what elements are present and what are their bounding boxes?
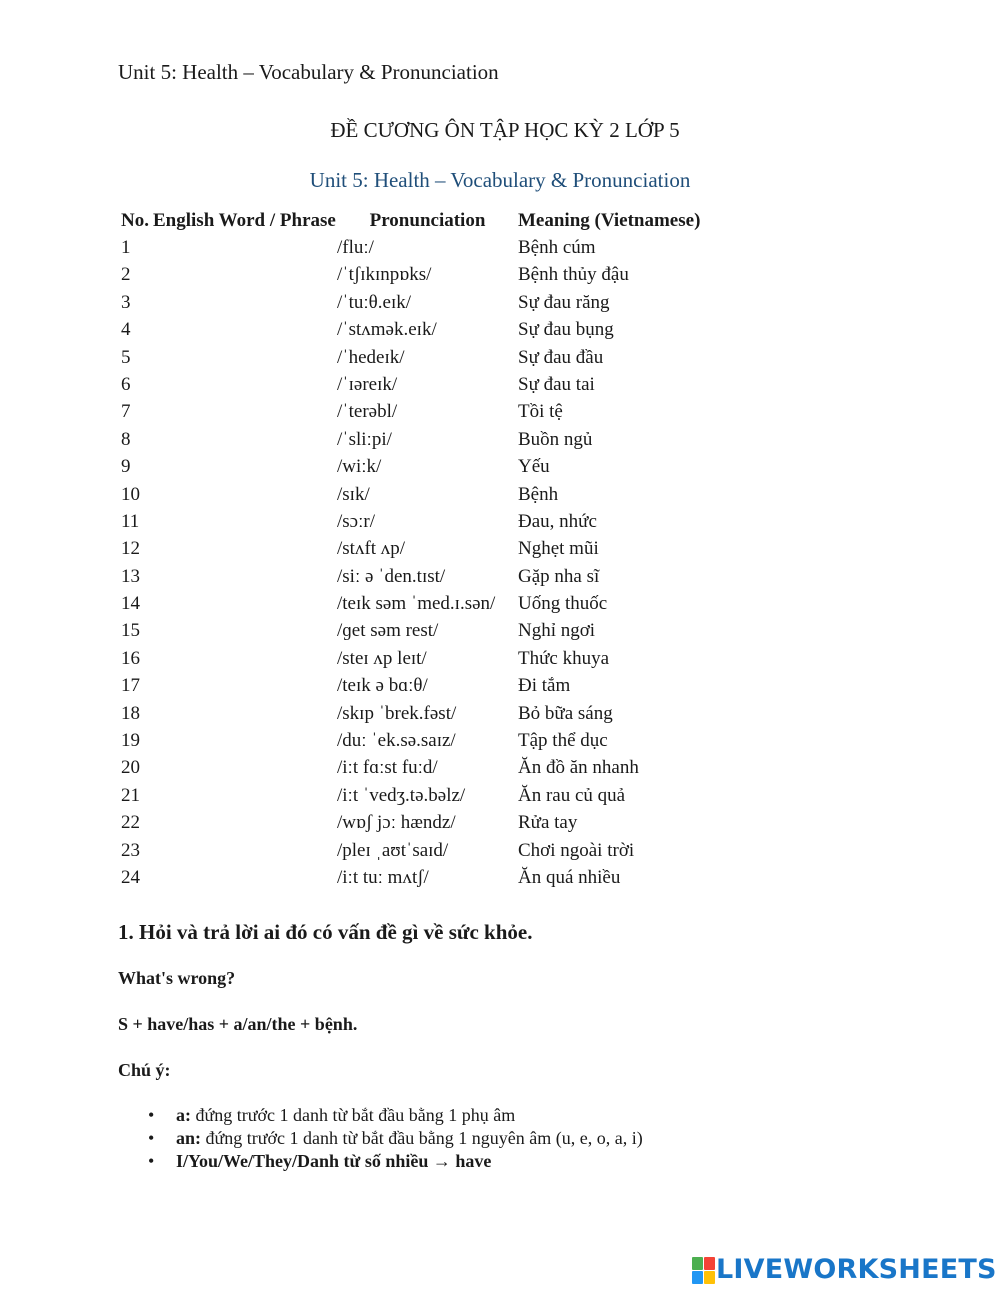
row-meaning: Nghỉ ngơi — [518, 620, 596, 642]
table-row — [121, 757, 700, 784]
note-text: đứng trước 1 danh từ bắt đầu bằng 1 phụ âm — [191, 1105, 516, 1125]
row-english-word — [153, 703, 337, 730]
row-pronunciation: /ˈterəbl/ — [337, 401, 398, 423]
row-number: 10 — [121, 483, 140, 505]
row-english-word — [153, 401, 337, 428]
row-number: 18 — [121, 702, 140, 724]
row-number: 15 — [121, 620, 140, 642]
header-english-word: English Word / Phrase — [153, 210, 336, 231]
row-meaning: Nghẹt mũi — [518, 538, 599, 560]
table-row — [121, 511, 700, 538]
row-english-word — [153, 429, 337, 456]
row-meaning: Ăn rau củ quả — [518, 784, 626, 806]
row-meaning: Ăn quá nhiều — [518, 866, 621, 888]
table-row — [121, 237, 700, 264]
row-english-word — [153, 785, 337, 812]
table-row — [121, 566, 700, 593]
row-pronunciation: /siː ə ˈden.tɪst/ — [337, 565, 446, 587]
note-term: I/You/We/They/Danh từ số nhiều → have — [176, 1151, 492, 1171]
table-row — [121, 374, 700, 401]
table-header-row — [121, 210, 700, 237]
table-row — [121, 264, 700, 291]
row-english-word — [153, 511, 337, 538]
list-item — [148, 1127, 643, 1150]
note-term: an: — [176, 1128, 202, 1148]
logo-square — [692, 1271, 703, 1284]
logo-square — [692, 1257, 703, 1270]
row-meaning: Ăn đồ ăn nhanh — [518, 757, 639, 779]
running-head: Unit 5: Health – Vocabulary & Pronunciation — [118, 60, 499, 84]
header-no: No. — [121, 210, 149, 231]
row-pronunciation: /iːt tuː mʌtʃ/ — [337, 866, 429, 888]
row-number: 20 — [121, 757, 140, 779]
row-pronunciation: /stʌft ʌp/ — [337, 538, 406, 560]
row-number: 22 — [121, 812, 140, 834]
row-number: 1 — [121, 237, 131, 258]
page-title: ĐỀ CƯƠNG ÔN TẬP HỌC KỲ 2 LỚP 5 — [330, 118, 680, 142]
row-english-word — [153, 593, 337, 620]
table-row — [121, 812, 700, 839]
table-row — [121, 593, 700, 620]
row-pronunciation: /wɒʃ jɔː hændz/ — [337, 812, 456, 834]
note-term: a: — [176, 1105, 191, 1125]
row-english-word — [153, 319, 337, 346]
table-row — [121, 347, 700, 374]
vocabulary-table — [121, 210, 700, 894]
row-english-word — [153, 675, 337, 702]
row-number: 21 — [121, 784, 140, 806]
row-number: 17 — [121, 675, 140, 697]
logo-square — [704, 1271, 715, 1284]
row-number: 4 — [121, 319, 131, 341]
table-row — [121, 867, 700, 894]
table-row — [121, 730, 700, 757]
row-meaning: Đau, nhức — [518, 510, 597, 532]
row-english-word — [153, 840, 337, 867]
row-pronunciation: /iːt ˈvedʒ.tə.bəlz/ — [337, 784, 466, 806]
table-row — [121, 292, 700, 319]
row-pronunciation: /ˈɪəreɪk/ — [337, 373, 398, 395]
row-pronunciation: /sɔːr/ — [337, 510, 375, 532]
note-text: đứng trước 1 danh từ bắt đầu bằng 1 nguyên âm (u, e, o, a, i) — [201, 1128, 643, 1148]
row-english-word — [153, 264, 337, 291]
row-number: 12 — [121, 538, 140, 560]
row-meaning: Bỏ bữa sáng — [518, 702, 613, 724]
header-meaning: Meaning (Vietnamese) — [518, 210, 701, 231]
row-english-word — [153, 456, 337, 483]
row-english-word — [153, 292, 337, 319]
row-meaning: Sự đau tai — [518, 373, 595, 395]
page-subtitle: Unit 5: Health – Vocabulary & Pronunciation — [309, 168, 691, 192]
row-pronunciation: /iːt fɑːst fuːd/ — [337, 757, 438, 779]
row-english-word — [153, 347, 337, 374]
row-english-word — [153, 648, 337, 675]
table-row — [121, 840, 700, 867]
row-pronunciation: /ˈhedeɪk/ — [337, 346, 405, 368]
row-english-word — [153, 757, 337, 784]
row-meaning: Sự đau bụng — [518, 319, 614, 341]
row-meaning: Bệnh thủy đậu — [518, 264, 629, 286]
row-pronunciation: /teɪk ə bɑːθ/ — [337, 675, 428, 697]
header-pronunciation: Pronunciation — [369, 210, 486, 231]
table-row — [121, 429, 700, 456]
section-heading: 1. Hỏi và trả lời ai đó có vấn đề gì về sức khỏe. — [118, 920, 533, 944]
row-meaning: Bệnh cúm — [518, 237, 596, 258]
row-meaning: Thức khuya — [518, 647, 610, 669]
row-number: 13 — [121, 565, 140, 587]
brand-name: LIVEWORKSHEETS — [716, 1254, 997, 1285]
row-pronunciation: /ˈtʃɪkɪnpɒks/ — [337, 264, 432, 286]
table-row — [121, 648, 700, 675]
row-number: 6 — [121, 373, 131, 395]
logo-square — [704, 1257, 715, 1270]
row-pronunciation: /ˈsliːpi/ — [337, 428, 392, 450]
row-pronunciation: /wiːk/ — [337, 456, 382, 478]
row-number: 5 — [121, 346, 131, 368]
table-row — [121, 703, 700, 730]
row-meaning: Bệnh — [518, 483, 559, 505]
row-english-word — [153, 374, 337, 401]
row-meaning: Tồi tệ — [518, 401, 563, 423]
row-pronunciation: /ɡet səm rest/ — [337, 620, 439, 642]
row-english-word — [153, 730, 337, 757]
row-pronunciation: /pleɪ ˌaʊtˈsaɪd/ — [337, 839, 449, 861]
row-english-word — [153, 237, 337, 264]
vocabulary-table-body — [121, 237, 700, 894]
question-text: What's wrong? — [118, 968, 236, 988]
row-meaning: Tập thể dục — [518, 730, 608, 752]
liveworksheets-logo-icon — [692, 1257, 714, 1283]
notes-list — [148, 1104, 643, 1173]
row-pronunciation: /duː ˈek.sə.saɪz/ — [337, 730, 456, 752]
row-meaning: Uống thuốc — [518, 593, 608, 615]
row-meaning: Sự đau đầu — [518, 346, 604, 368]
table-row — [121, 484, 700, 511]
table-row — [121, 538, 700, 565]
list-item — [148, 1104, 643, 1127]
row-english-word — [153, 538, 337, 565]
note-label: Chú ý: — [118, 1060, 171, 1080]
table-row — [121, 620, 700, 647]
row-meaning: Đi tắm — [518, 675, 571, 697]
row-pronunciation: /teɪk səm ˈmed.ɪ.sən/ — [337, 593, 496, 615]
row-meaning: Buồn ngủ — [518, 428, 593, 450]
row-number: 9 — [121, 456, 131, 478]
table-row — [121, 675, 700, 702]
row-number: 24 — [121, 866, 140, 888]
table-row — [121, 785, 700, 812]
row-english-word — [153, 484, 337, 511]
row-english-word — [153, 620, 337, 647]
row-pronunciation: /skɪp ˈbrek.fəst/ — [337, 702, 457, 724]
row-meaning: Rửa tay — [518, 812, 578, 834]
row-english-word — [153, 566, 337, 593]
row-number: 7 — [121, 401, 131, 423]
table-row — [121, 319, 700, 346]
row-number: 11 — [121, 510, 140, 532]
row-number: 16 — [121, 647, 140, 669]
row-number: 3 — [121, 291, 131, 313]
row-pronunciation: /fluː/ — [337, 237, 374, 258]
row-meaning: Gặp nha sĩ — [518, 565, 600, 587]
row-number: 8 — [121, 428, 131, 450]
table-row — [121, 401, 700, 428]
row-english-word — [153, 812, 337, 839]
row-pronunciation: /ˈstʌmək.eɪk/ — [337, 319, 437, 341]
row-number: 14 — [121, 593, 140, 615]
grammar-formula: S + have/has + a/an/the + bệnh. — [118, 1014, 358, 1034]
list-item — [148, 1150, 643, 1173]
row-pronunciation: /sɪk/ — [337, 483, 370, 505]
table-row — [121, 456, 700, 483]
liveworksheets-brand[interactable] — [692, 1254, 997, 1285]
row-meaning: Yếu — [518, 456, 550, 478]
row-english-word — [153, 867, 337, 894]
row-pronunciation: /steɪ ʌp leɪt/ — [337, 647, 427, 669]
row-number: 2 — [121, 264, 131, 286]
row-meaning: Sự đau răng — [518, 291, 610, 313]
row-meaning: Chơi ngoài trời — [518, 839, 635, 861]
row-number: 23 — [121, 839, 140, 861]
row-pronunciation: /ˈtuːθ.eɪk/ — [337, 291, 412, 313]
row-number: 19 — [121, 730, 140, 752]
